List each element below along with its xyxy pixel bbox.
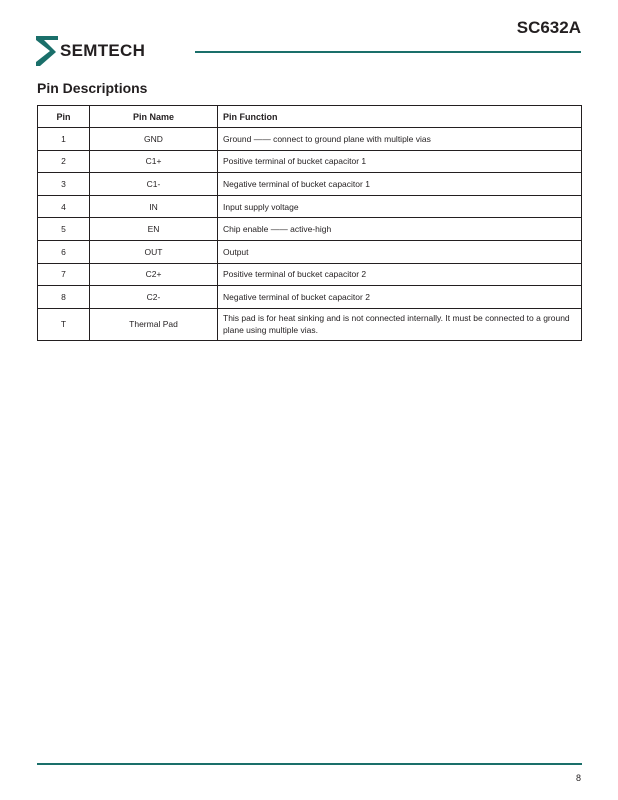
section-title: Pin Descriptions <box>37 80 148 96</box>
pin-name: GND <box>90 128 218 151</box>
semtech-mark-icon <box>36 36 58 66</box>
pin-name: IN <box>90 195 218 218</box>
pin-name: OUT <box>90 240 218 263</box>
pin-function: Chip enable —— active-high <box>218 218 582 241</box>
pin-function: Negative terminal of bucket capacitor 1 <box>218 173 582 196</box>
pin-number: 1 <box>38 128 90 151</box>
table-row <box>38 173 582 196</box>
pin-function: Positive terminal of bucket capacitor 2 <box>218 263 582 286</box>
table-row <box>38 128 582 151</box>
table-row <box>38 195 582 218</box>
table-header-row <box>38 106 582 128</box>
pin-function: Input supply voltage <box>218 195 582 218</box>
pin-function: Positive terminal of bucket capacitor 1 <box>218 150 582 173</box>
table-row <box>38 218 582 241</box>
pin-number: 6 <box>38 240 90 263</box>
semtech-logo <box>36 36 145 66</box>
pin-function: Output <box>218 240 582 263</box>
header-pin: Pin <box>38 106 90 128</box>
table-row <box>38 286 582 309</box>
pin-number: 3 <box>38 173 90 196</box>
table-row <box>38 308 582 340</box>
pin-number: 5 <box>38 218 90 241</box>
pin-number: 8 <box>38 286 90 309</box>
header-pin-function: Pin Function <box>218 106 582 128</box>
pin-function: Negative terminal of bucket capacitor 2 <box>218 286 582 309</box>
table-row <box>38 263 582 286</box>
pin-descriptions-table <box>37 105 582 341</box>
footer-rule <box>37 763 582 765</box>
page-number: 8 <box>575 773 581 783</box>
pin-number: 2 <box>38 150 90 173</box>
table-row <box>38 240 582 263</box>
pin-number: 4 <box>38 195 90 218</box>
header-rule <box>195 51 581 53</box>
pin-number: 7 <box>38 263 90 286</box>
pin-name: C1- <box>90 173 218 196</box>
table-row <box>38 150 582 173</box>
pin-name: C1+ <box>90 150 218 173</box>
header-pin-name: Pin Name <box>90 106 218 128</box>
pin-name: C2- <box>90 286 218 309</box>
part-number: SC632A <box>516 18 581 37</box>
logo-text: SEMTECH <box>60 41 146 60</box>
pin-function: Ground —— connect to ground plane with multiple vias <box>218 128 582 151</box>
pin-function: This pad is for heat sinking and is not connected internally. It must be connected to a ground plane using multiple vias. <box>218 308 582 340</box>
pin-number: T <box>38 308 90 340</box>
pin-name: EN <box>90 218 218 241</box>
pin-name: Thermal Pad <box>90 308 218 340</box>
pin-name: C2+ <box>90 263 218 286</box>
